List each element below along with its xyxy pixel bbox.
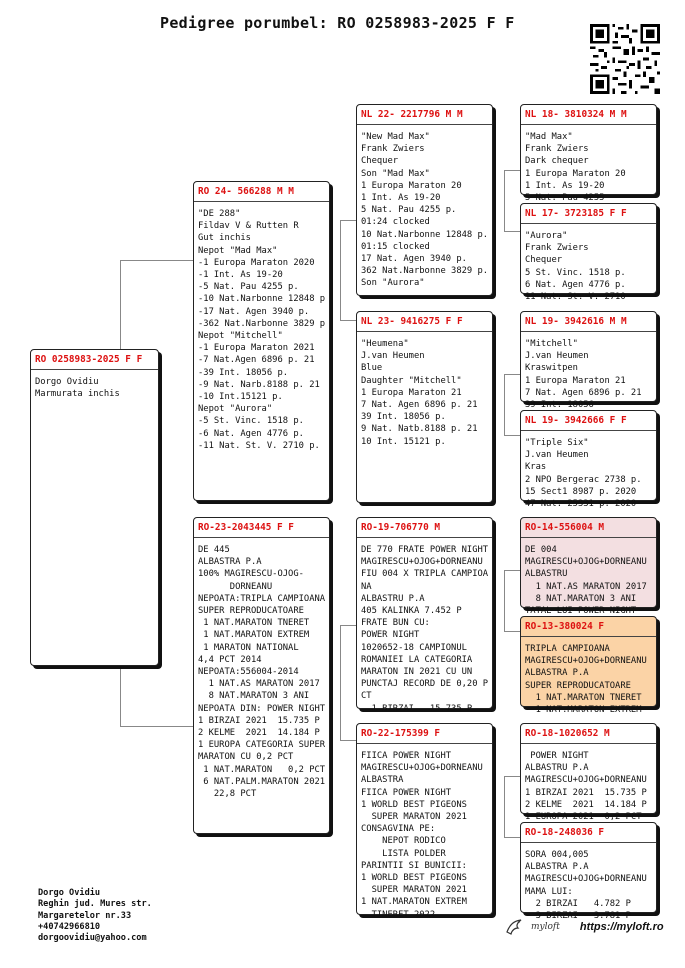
card-line: ALBASTRA P.A <box>525 862 589 873</box>
card-line: 1 Europa Maraton 20 <box>361 180 462 191</box>
card-line: CT <box>361 691 372 702</box>
card-line: -10 Int.15121 p. <box>198 392 283 403</box>
card-line: 1 NAT.MARATON EXTREM <box>361 897 467 908</box>
card-line: Dark chequer <box>525 156 589 167</box>
card-line: DORNEANU <box>198 581 273 592</box>
card-line: 9 Nat. Natb.8188 p. 21 <box>361 424 478 435</box>
card-line: PARINTII SI BUNICII: <box>361 860 467 871</box>
card-header: RO-18-248036 F <box>521 823 656 843</box>
card-line: MARATON IN 2021 CU UN <box>361 667 473 678</box>
card-line: 1 BIRZAI 2021 15.735 P <box>525 787 647 798</box>
card-line: 1 BIRZAI 2021 15.735 P <box>198 715 320 726</box>
card-line: 01:24 clocked <box>361 217 430 228</box>
card-line: -1 Int. As 19-20 <box>198 270 283 281</box>
card-line: Frank Zwiers <box>525 144 589 155</box>
card-line: 1 Europa Maraton 21 <box>525 375 626 386</box>
card-line: 5 St. Vinc. 1518 p. <box>525 267 626 278</box>
dam-dam-card <box>356 723 493 920</box>
brand-url[interactable]: https://myloft.ro <box>579 921 664 933</box>
card-line: 01:15 clocked <box>361 241 430 252</box>
card-line: MAGIRESCU+OJOG+DORNEANU <box>525 557 647 568</box>
connector <box>504 570 521 632</box>
card-line: LISTA POLDER <box>361 848 446 859</box>
card-line: Kras <box>525 462 547 473</box>
card-line: Chequer <box>361 156 399 167</box>
card-line: 2 KELME 2021 14.184 P <box>198 728 320 739</box>
card-line: 39 Int. 18056 p. <box>361 412 446 423</box>
card-line: ALBASTRU P.A <box>525 763 589 774</box>
card-line: Frank Zwiers <box>525 243 589 254</box>
card-line: MAGIRESCU+OJOG+DORNEANU <box>361 557 483 568</box>
card-line: ALBASTRU <box>525 569 568 580</box>
card-header: NL 18- 3810324 M M <box>521 105 656 125</box>
card-line: "Triple Six" <box>525 438 589 448</box>
card-header: NL 17- 3723185 F F <box>521 204 656 224</box>
card-line: Nepot "Aurora" <box>198 404 273 415</box>
card-line: 5 Nat. Pau 4255 <box>525 193 605 204</box>
card-line: -1 Europa Maraton 2021 <box>198 343 315 354</box>
connector <box>120 666 195 727</box>
dam-sire-card <box>356 517 493 714</box>
sire-sire-card <box>356 104 493 296</box>
card-line: SUPER REPRODUCATOARE <box>525 680 631 691</box>
card-line: NEPOT RODICO <box>361 836 446 847</box>
card-line: NEPOATA:TRIPLA CAMPIOANA <box>198 593 326 604</box>
ancestor-card-g3 <box>520 723 657 823</box>
card-line: ALBASTRA P.A <box>198 557 262 568</box>
card-line: 1 WORLD BEST PIGEONS <box>361 799 467 810</box>
card-line: 4,4 PCT 2014 <box>198 654 262 665</box>
card-line: NEPOATA DIN: POWER NIGHT <box>198 703 326 714</box>
card-line: 1 NAT.MARATON EXTREM <box>198 630 310 641</box>
card-line: Gut inchis <box>198 233 251 244</box>
card-line: "DE 288" <box>198 209 241 219</box>
card-line: -11 Nat. St. V. 2710 p. <box>198 440 320 451</box>
card-header: NL 19- 3942616 M M <box>521 312 656 332</box>
card-header: RO-13-380024 F <box>521 617 656 637</box>
card-header: RO 24- 566288 M M <box>194 182 329 202</box>
card-line: Frank Zwiers <box>361 144 425 155</box>
card-line: POWER NIGHT <box>525 751 589 761</box>
brand-logo-text: myloft <box>531 922 560 932</box>
card-line: -7 Nat.Agen 6896 p. 21 <box>198 355 315 366</box>
card-line: 362 Nat.Narbonne 3829 p. <box>361 266 489 277</box>
card-line: 1 NAT.AS MARATON 2017 <box>525 581 647 592</box>
card-line: Dorgo Ovidiu <box>35 377 99 387</box>
card-line: -5 Nat. Pau 4255 p. <box>198 282 299 293</box>
card-line: FIICA POWER NIGHT <box>361 751 452 761</box>
ancestor-card-g3 <box>520 410 657 510</box>
connector <box>504 374 521 436</box>
card-line: 47 Nat. 25331 p. 2020 <box>525 499 637 510</box>
card-line: SUPER MARATON 2021 <box>361 812 467 823</box>
card-line: NA <box>361 581 372 592</box>
card-line: ALBASTRA P.A <box>525 668 589 679</box>
card-line: J.van Heumen <box>525 450 589 461</box>
card-header: RO-18-1020652 M <box>521 724 656 744</box>
card-line: 11 Nat. St. V. 2710 <box>525 292 626 303</box>
card-line: -5 St. Vinc. 1518 p. <box>198 416 304 427</box>
card-line: 3 BIRZAI 3.781 P <box>525 911 631 922</box>
sire-card <box>193 181 330 501</box>
card-line: 1 Int. As 19-20 <box>361 193 441 204</box>
ancestor-card-g3 <box>520 517 657 617</box>
card-line: DE 004 <box>525 545 557 555</box>
card-line: -1 Europa Maraton 2020 <box>198 257 315 268</box>
card-line: "Heumena" <box>361 339 409 349</box>
card-line: 6 NAT.PALM.MARATON 2021 <box>198 776 326 787</box>
card-header: NL 22- 2217796 M M <box>357 105 492 125</box>
card-line: 1 NAT.MARATON 0,2 PCT <box>198 764 326 775</box>
connector <box>120 260 195 351</box>
card-line: -39 Int. 18056 p. <box>198 367 289 378</box>
card-line: 2 BIRZAI 4.782 P <box>525 898 631 909</box>
owner-info <box>38 888 152 944</box>
card-line: Nepot "Mad Max" <box>198 245 278 256</box>
owner-address: Reghin jud. Mures str. <box>38 899 152 910</box>
connector <box>504 776 521 838</box>
connector <box>504 170 521 232</box>
card-line: 1 MARATON NATIONAL <box>198 642 299 653</box>
card-line: Son "Mad Max" <box>361 168 430 179</box>
card-line: 6 Nat. Agen 4776 p. <box>525 279 626 290</box>
card-line: Fildav V & Rutten R <box>198 221 299 232</box>
card-line: -6 Nat. Agen 4776 p. <box>198 428 304 439</box>
card-line: "Aurora" <box>525 231 568 241</box>
sire-dam-card <box>356 311 493 503</box>
card-header: RO-14-556004 M <box>521 518 656 538</box>
card-line: Chequer <box>525 255 563 266</box>
card-line: 39 Int. 18056 <box>525 400 594 411</box>
connector <box>340 625 357 741</box>
card-line: -362 Nat.Narbonne 3829 p <box>198 318 326 329</box>
card-header: RO 0258983-2025 F F <box>31 350 158 370</box>
card-line: 8 NAT.MARATON 3 ANI <box>198 691 310 702</box>
card-line: 100% MAGIRESCU-OJOG- <box>198 569 304 580</box>
card-line: Daughter "Mitchell" <box>361 375 462 386</box>
owner-name: Dorgo Ovidiu <box>38 888 101 898</box>
card-line: 2 KELME 2021 14.184 P <box>525 799 647 810</box>
pigeon-logo-icon <box>505 918 525 936</box>
card-line: 17 Nat. Agen 3940 p. <box>361 254 467 265</box>
card-header: NL 19- 3942666 F F <box>521 411 656 431</box>
card-line: 1020652-18 CAMPIONUL <box>361 642 467 653</box>
ancestor-card-g3 <box>520 616 657 716</box>
card-line: 1 Europa Maraton 20 <box>525 168 626 179</box>
card-line: -17 Nat. Agen 3940 p. <box>198 306 310 317</box>
card-line: PUNCTAJ RECORD DE 0,20 P <box>361 679 489 690</box>
card-line: 1 Int. As 19-20 <box>525 180 605 191</box>
card-line: 2 NPO Bergerac 2738 p. <box>525 474 642 485</box>
card-line: SUPER REPRODUCATOARE <box>198 606 304 617</box>
ancestor-card-g3 <box>520 822 657 922</box>
card-line: 405 KALINKA 7.452 P <box>361 606 462 617</box>
card-line: POWER NIGHT <box>361 630 420 641</box>
card-line: FRATE BUN CU: <box>361 618 430 629</box>
card-line: "Mitchell" <box>525 339 578 349</box>
card-line: ALBASTRA <box>361 775 404 786</box>
card-line: 10 Int. 15121 p. <box>361 436 446 447</box>
card-line: 1 NAT.MARATON TNERET <box>198 618 310 629</box>
card-line: J.van Heumen <box>525 351 589 362</box>
card-line: 1 NAT.MARATON EXTREM <box>525 705 642 716</box>
card-line: MAGIRESCU+OJOG+DORNEANU <box>525 775 647 786</box>
card-line: CONSAGVINA PE: <box>361 824 436 835</box>
card-line: Blue <box>361 363 383 374</box>
dam-card <box>193 517 330 834</box>
ancestor-card-g3 <box>520 203 657 303</box>
card-line: 1 BIRZAI 15.735 P <box>361 703 473 714</box>
card-line: MAMA LUI: <box>525 886 573 897</box>
card-line: 1 EUROPA 2021 0,2 PCT <box>525 812 642 823</box>
card-line: 10 Nat.Narbonne 12848 p. <box>361 229 489 240</box>
card-line: NEPOATA:556004-2014 <box>198 667 299 678</box>
card-line: FIU 004 X TRIPLA CAMPIOA <box>361 569 489 580</box>
qr-code <box>590 24 660 94</box>
brand-footer <box>505 918 664 936</box>
card-line: MAGIRESCU+OJOG+DORNEANU <box>525 656 647 667</box>
ancestor-card-g3 <box>520 311 657 411</box>
card-line: SUPER MARATON 2021 <box>361 885 467 896</box>
card-line: -9 Nat. Narb.8188 p. 21 <box>198 379 320 390</box>
card-line: Nepot "Mitchell" <box>198 331 283 342</box>
card-line: ROMANIEI LA CATEGORIA <box>361 654 473 665</box>
card-line: MAGIRESCU+OJOG+DORNEANU <box>525 874 647 885</box>
card-header: NL 23- 9416275 F F <box>357 312 492 332</box>
page-title: Pedigree porumbel: RO 0258983-2025 F F <box>160 14 515 32</box>
card-line: 1 EUROPA CATEGORIA SUPER <box>198 740 326 751</box>
card-line: 5 Nat. Pau 4255 p. <box>361 205 457 216</box>
card-line: MAGIRESCU+OJOG+DORNEANU <box>361 763 483 774</box>
card-line: DE 445 <box>198 545 230 555</box>
card-header: RO-22-175399 F <box>357 724 492 744</box>
card-line: 7 Nat. Agen 6896 p. 21 <box>361 400 478 411</box>
card-line: 7 Nat. Agen 6896 p. 21 <box>525 387 642 398</box>
card-line: 1 Europa Maraton 21 <box>361 387 462 398</box>
card-line: Kraswitpen <box>525 363 578 374</box>
card-line: Marmurata inchis <box>35 389 120 400</box>
card-line: TRIPLA CAMPIOANA <box>525 644 610 654</box>
card-line: 1 NAT.AS MARATON 2017 <box>198 679 320 690</box>
card-line: TATAL LUI POWER NIGHT <box>525 606 637 617</box>
card-line: 8 NAT.MARATON 3 ANI <box>525 593 637 604</box>
card-header: RO-23-2043445 F F <box>194 518 329 538</box>
card-line: MARATON CU 0,2 PCT <box>198 752 294 763</box>
connector <box>340 220 357 321</box>
card-line: -10 Nat.Narbonne 12848 p <box>198 294 326 305</box>
card-line: FIICA POWER NIGHT <box>361 787 452 798</box>
card-header: RO-19-706770 M <box>357 518 492 538</box>
card-line: 22,8 PCT <box>198 789 257 800</box>
owner-email: dorgoovidiu@yahoo.com <box>38 933 147 944</box>
owner-phone: +40742966810 <box>38 921 101 932</box>
ancestor-card-g3 <box>520 104 657 204</box>
card-line: SORA 004,005 <box>525 850 589 860</box>
connector <box>340 740 356 742</box>
connector <box>340 320 356 322</box>
card-line: "New Mad Max" <box>361 132 430 142</box>
card-line: 15 Sect1 8987 p. 2020 <box>525 486 637 497</box>
card-line: TINERET 2022 <box>361 909 436 920</box>
card-line: DE 770 FRATE POWER NIGHT <box>361 545 489 555</box>
card-line: 1 NAT.MARATON TNERET <box>525 692 642 703</box>
card-line: J.van Heumen <box>361 351 425 362</box>
owner-street: Margaretelor nr.33 <box>38 910 132 921</box>
card-line: 1 WORLD BEST PIGEONS <box>361 873 467 884</box>
card-line: ALBASTRU P.A <box>361 593 425 604</box>
card-line: "Mad Max" <box>525 132 573 142</box>
card-line: Son "Aurora" <box>361 278 425 289</box>
subject-card <box>30 349 159 666</box>
